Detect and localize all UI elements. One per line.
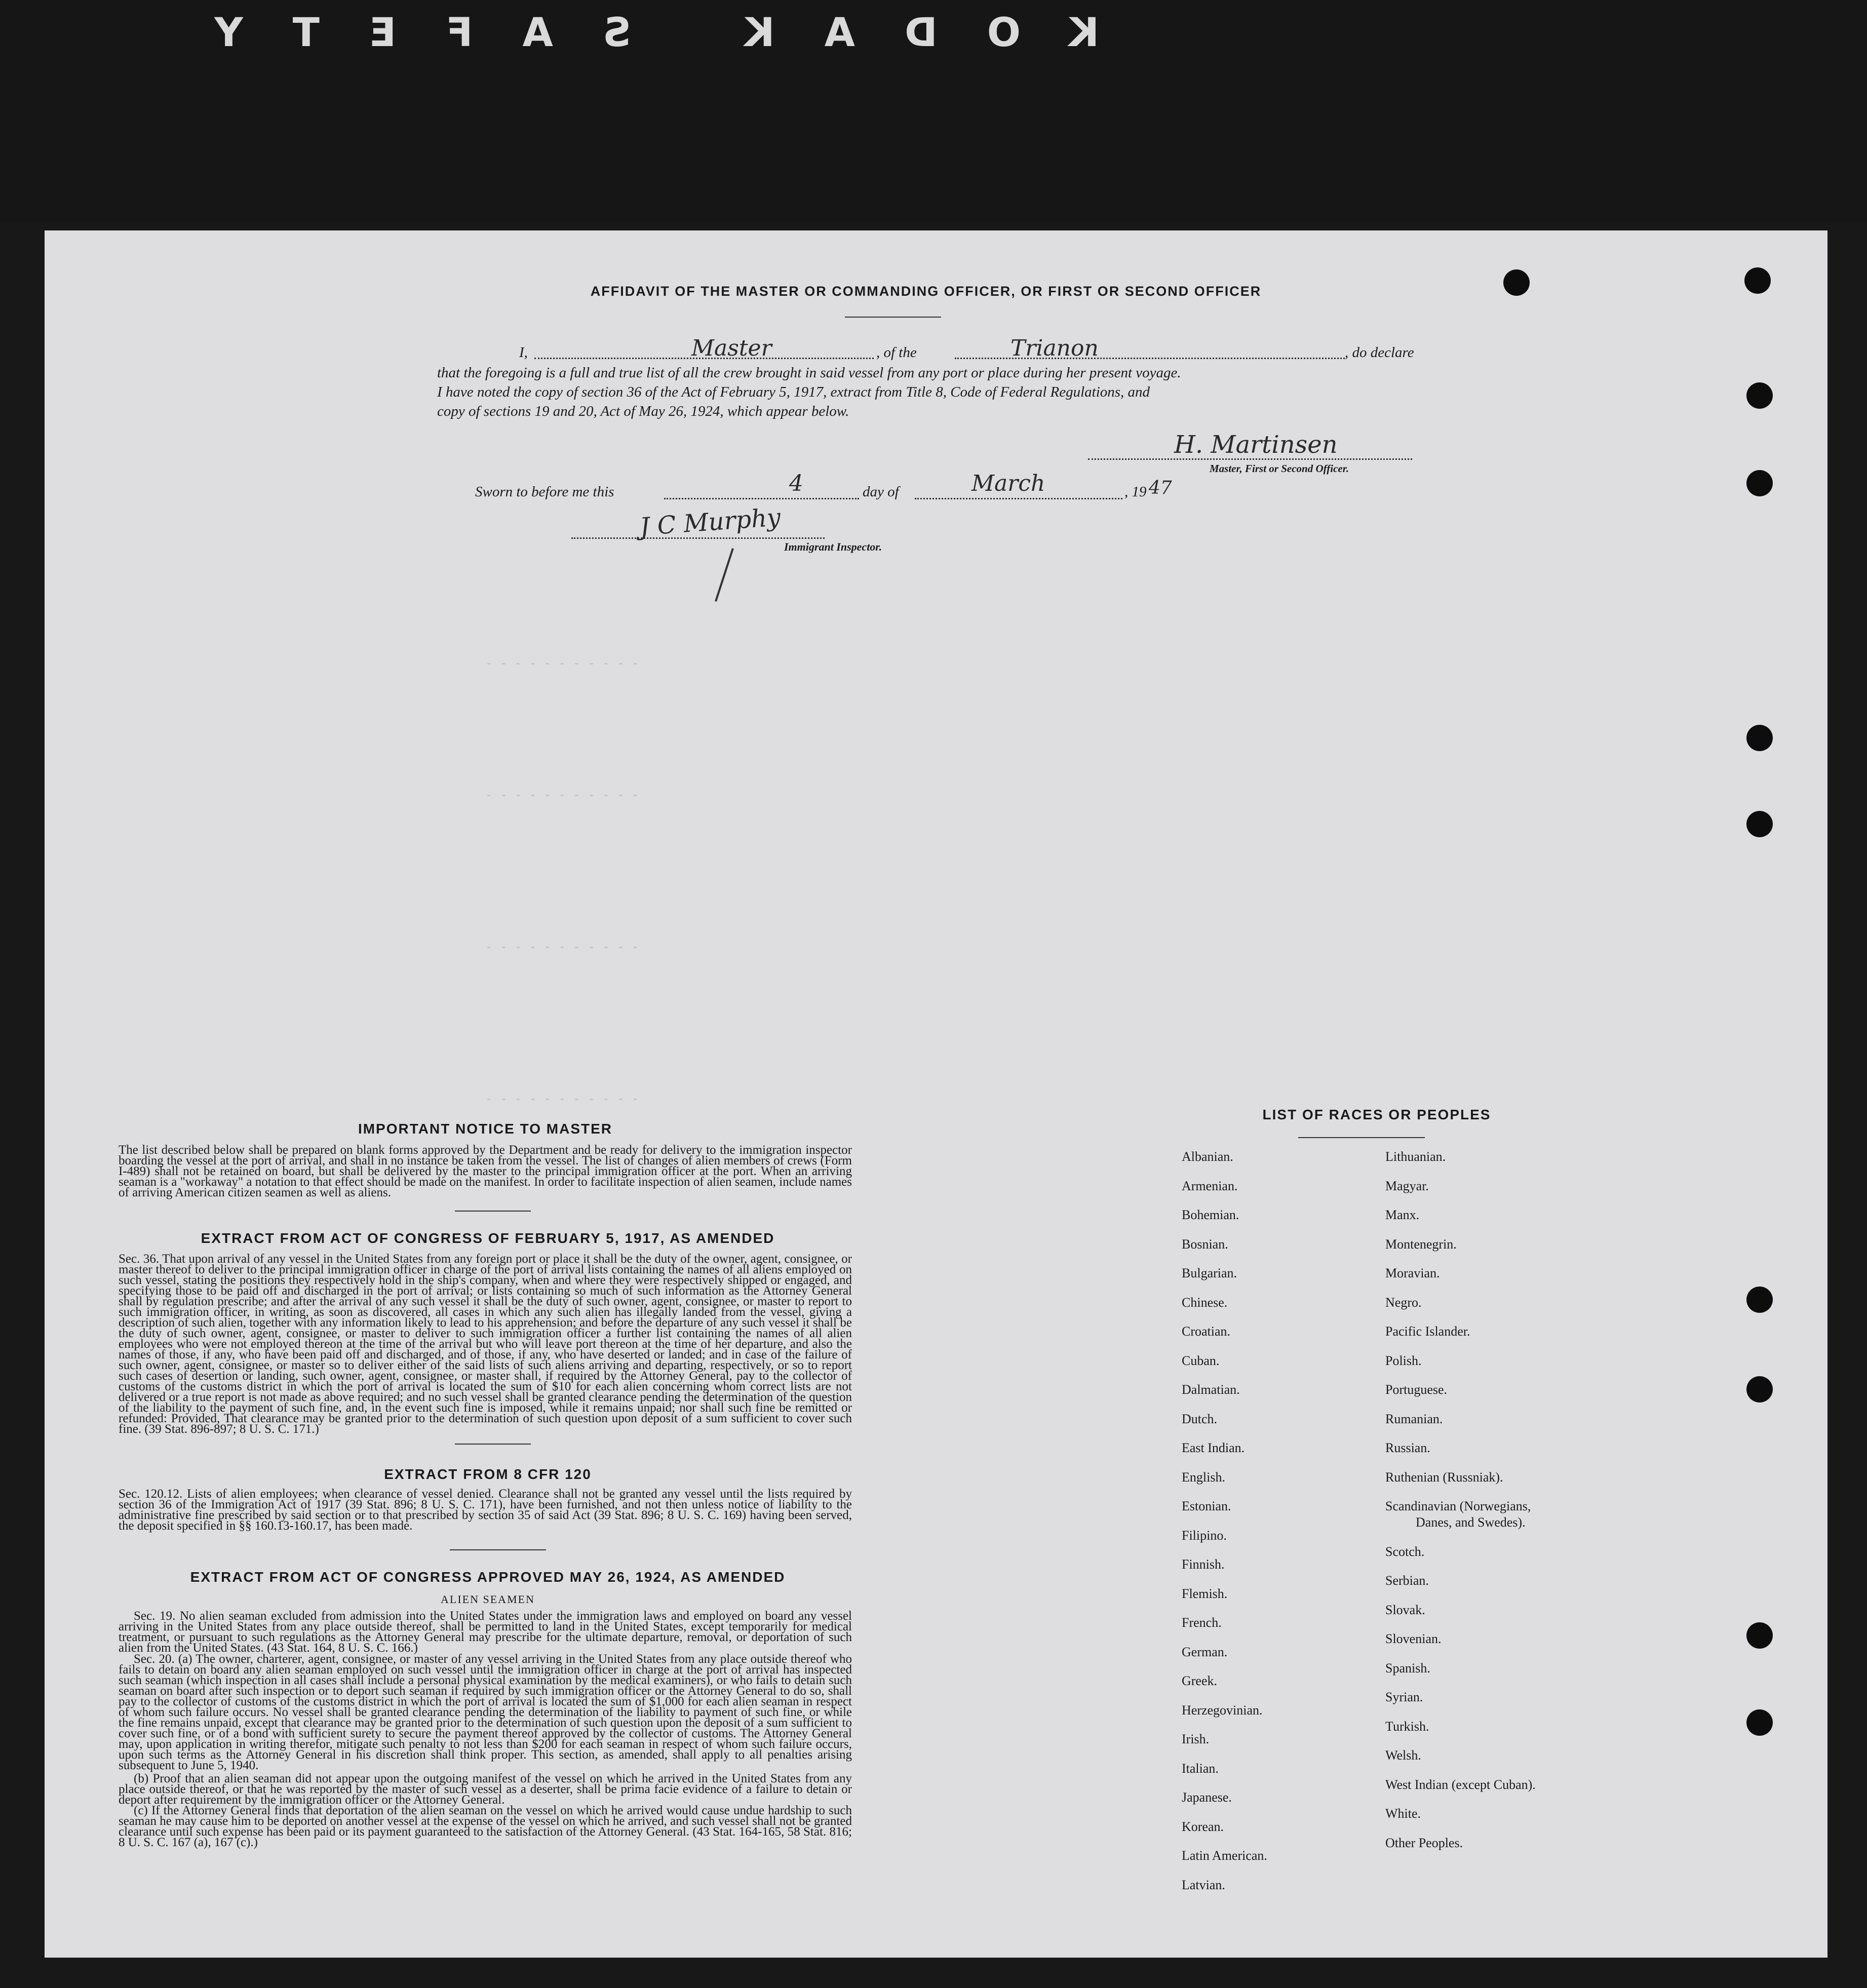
sworn-day-handwritten: 4 xyxy=(789,471,803,496)
race-item: Manx. xyxy=(1385,1207,1420,1222)
race-item: Dalmatian. xyxy=(1182,1382,1240,1397)
race-item: French. xyxy=(1182,1615,1222,1630)
extract-1924-sec19: Sec. 19. No alien seaman excluded from admission into the United States under the immigration laws and employed on board any vessel arriving in the United States from any place outside thereof, shall be permitted to land in the United States, except temporarily for medical treatment, or pursuant to such regulations as the Attorney General may prescribe for the ultimate departure, removal, or deportation of such alien from the United States. (43 Stat. 164, 8 U. S. C. 166.) xyxy=(119,1609,852,1655)
sworn-line xyxy=(475,471,1265,508)
sworn-label: Sworn to before me this xyxy=(475,484,614,500)
affidavit-line3: I have noted the copy of section 36 of the Act of February 5, 1917, extract from Title 8, Code of Federal Regulations, and xyxy=(437,384,1150,400)
race-item: East Indian. xyxy=(1182,1440,1245,1455)
bleed-through-text: - - - - - - - - - - - xyxy=(485,940,639,954)
extract-1924-title: EXTRACT FROM ACT OF CONGRESS APPROVED MAY 26, 1924, AS AMENDED xyxy=(190,1569,786,1585)
of-the-label: , of the xyxy=(876,344,917,361)
races-title: LIST OF RACES OR PEOPLES xyxy=(1262,1107,1491,1122)
race-item: Moravian. xyxy=(1385,1266,1440,1280)
race-item: White. xyxy=(1385,1806,1421,1821)
inspector-signature-stroke xyxy=(715,548,734,602)
film-edge-text: KODAK SAFETY xyxy=(165,10,1099,56)
race-item: Chinese. xyxy=(1182,1295,1228,1310)
inspector-signature-line xyxy=(571,537,825,539)
race-item: Pacific Islander. xyxy=(1385,1324,1470,1339)
race-item: Japanese. xyxy=(1182,1790,1232,1805)
race-item: Herzegovinian. xyxy=(1182,1702,1263,1718)
race-item: Slovenian. xyxy=(1385,1631,1442,1646)
bleed-through-text: - - - - - - - - - - - xyxy=(485,788,639,802)
divider xyxy=(455,1444,531,1445)
punch-hole xyxy=(1746,470,1773,496)
race-item: Korean. xyxy=(1182,1819,1224,1834)
punch-hole xyxy=(1746,1376,1773,1402)
extract-1917-title: EXTRACT FROM ACT OF CONGRESS OF FEBRUARY 5, 1917, AS AMENDED xyxy=(201,1230,775,1246)
punch-hole xyxy=(1746,1287,1773,1313)
race-item: Italian. xyxy=(1182,1761,1219,1776)
punch-hole xyxy=(1746,1709,1773,1736)
race-item: Polish. xyxy=(1385,1353,1422,1368)
master-signature: H. Martinsen xyxy=(1174,431,1338,459)
punch-hole xyxy=(1746,811,1773,837)
race-item: Portuguese. xyxy=(1385,1382,1448,1397)
race-item: Flemish. xyxy=(1182,1586,1228,1601)
affidavit-i: I, xyxy=(519,344,528,361)
divider xyxy=(1298,1137,1425,1138)
race-item: Finnish. xyxy=(1182,1557,1225,1572)
race-item: Danes, and Swedes). xyxy=(1416,1515,1526,1530)
affidavit-title: AFFIDAVIT OF THE MASTER OR COMMANDING OFFICER, OR FIRST OR SECOND OFFICER xyxy=(590,284,1262,299)
race-item: Turkish. xyxy=(1385,1719,1429,1734)
fill-line xyxy=(664,498,859,499)
punch-hole xyxy=(1744,267,1771,294)
race-item: Serbian. xyxy=(1385,1573,1429,1588)
divider xyxy=(455,1211,531,1212)
extract-1917-body: Sec. 36. That upon arrival of any vessel in the United States from any foreign port or place it shall be the duty of the owner, agent, consignee, or master thereof to deliver to the principal immigration officer in charge of the port of arrival lists containing the names of all aliens employed on such vessel, stating the positions they respectively hold in the ship's company, when and where they were respectively shipped or engaged, and specifying those to be paid off and discharged in the port of arrival; or lists containing so much of such information as the Attorney General shall by regulation prescribe; and after the arrival of any such vessel it shall be the duty of such owner, agent, consignee, or master to report to such immigration officer, in writing, as soon as discovered, all cases in which any such alien has illegally landed from the vessel, giving a description of such alien, together with any information likely to lead to his apprehension; and before the departure of any such vessel it shall be the duty of such owner, agent, consignee, or master to deliver to such immigration officer a further list containing the names of all alien employees who were not employed thereon at the time of the arrival but who will leave port thereon at the time of her departure, and also the names of those, if any, who have been paid off and discharged, and of those, if any, who have deserted or landed; and in case of the failure of such owner, agent, consignee, or master so to deliver either of the said lists of such aliens arriving and departing, respectively, or so to report such cases of desertion or landing, such owner, agent, consignee, or master shall, if required by the Attorney General, pay to the collector of customs of the customs district in which the port of arrival is located the sum of $10 for each alien concerning whom correct lists are not delivered or a true report is not made as above required; and no such vessel shall be granted clearance pending the determination of the question of the liability to the payment of such fine, and, in the event such fine is imposed, while it remains unpaid; nor shall such fine be remitted or refunded: Provided, That clearance may be granted prior to the determination of such question upon deposit of a sum sufficient to cover such fine. (39 Stat. 896-897; 8 U. S. C. 171.) xyxy=(119,1252,852,1436)
extract-1924-sec20b: (b) Proof that an alien seaman did not appear upon the outgoing manifest of the vessel on which he arrived in the United States from any place outside thereof, or that he was reported by the master of such vessel as a deserter, shall be prima facie evidence of a failure to detain or deport after requirement by the immigration officer or the Attorney General. xyxy=(119,1772,852,1807)
notice-body: The list described below shall be prepared on blank forms approved by the Department and be ready for delivery to the immigration inspector boarding the vessel at the port of arrival, and shall in no instance be taken from the vessel. The list of changes of alien members of crews (Form I-489) shall not be retained on board, but shall be delivered by the master to the principal immigration officer at the port. When an arriving seaman is a "workaway" a notation to that effect should be made on the manifest. In order to facilitate inspection of alien seamen, include names of arriving American citizen seamen as well as aliens. xyxy=(119,1143,852,1199)
race-item: Armenian. xyxy=(1182,1178,1238,1193)
inspector-signature: J C Murphy xyxy=(639,503,782,541)
race-item: Cuban. xyxy=(1182,1353,1220,1368)
race-item: Dutch. xyxy=(1182,1411,1218,1426)
race-item: English. xyxy=(1182,1469,1225,1485)
punch-hole xyxy=(1746,1622,1773,1649)
race-item: Scandinavian (Norwegians, xyxy=(1385,1499,1531,1513)
affidavit-line4: copy of sections 19 and 20, Act of May 26, 1924, which appear below. xyxy=(437,403,849,419)
race-item: Latvian. xyxy=(1182,1877,1225,1892)
signature-caption-text: Master, First or Second Officer. xyxy=(1210,462,1349,475)
race-item: Greek. xyxy=(1182,1673,1218,1688)
inspector-caption: Immigrant Inspector. xyxy=(784,540,882,553)
race-item: Rumanian. xyxy=(1385,1411,1443,1426)
affidavit-line1 xyxy=(474,335,1461,365)
race-item: German. xyxy=(1182,1644,1228,1659)
races-right-column xyxy=(1385,1142,1669,1857)
extract-cfr-title: EXTRACT FROM 8 CFR 120 xyxy=(384,1466,592,1482)
extract-1924-sec20c: (c) If the Attorney General finds that deportation of the alien seaman on the vessel on which he arrived would cause undue hardship to such seaman he may cause him to be deported on another vessel at the expense of the vessel on which he arrived, and such vessel shall not be granted clearance until such expense has been paid or its payment guaranteed to the satisfaction of the Attorney General. (43 Stat. 164-165, 58 Stat. 816; 8 U. S. C. 167 (a), 167 (c).) xyxy=(119,1804,852,1849)
declare-label: , do declare xyxy=(1345,344,1414,361)
race-item: Welsh. xyxy=(1385,1748,1421,1763)
race-item: Bohemian. xyxy=(1182,1207,1239,1222)
sworn-month-handwritten: March xyxy=(971,471,1045,496)
race-item: Russian. xyxy=(1385,1440,1430,1455)
race-item: Estonian. xyxy=(1182,1499,1231,1513)
race-item: Magyar. xyxy=(1385,1178,1429,1193)
punch-hole xyxy=(1503,269,1530,296)
race-item: Scotch. xyxy=(1385,1544,1425,1559)
notice-title: IMPORTANT NOTICE TO MASTER xyxy=(358,1121,613,1137)
race-item: Latin American. xyxy=(1182,1848,1267,1863)
punch-hole xyxy=(1746,382,1773,409)
bleed-through-text: - - - - - - - - - - - xyxy=(485,656,639,670)
bleed-through-text: - - - - - - - - - - - xyxy=(485,1092,639,1106)
race-item: Albanian. xyxy=(1182,1149,1233,1164)
day-of-label: day of xyxy=(863,484,899,500)
race-item: Filipino. xyxy=(1182,1528,1227,1543)
races-left-column xyxy=(1182,1142,1374,1899)
year-handwritten: 47 xyxy=(1149,478,1172,498)
extract-1924-sec20a: Sec. 20. (a) The owner, charterer, agent, consignee, or master of any vessel arriving in the United States from any place outside thereof who fails to detain on board any alien seaman employed on such vessel until the immigration officer in charge at the port of arrival has inspected such seaman (which inspection in all cases shall include a personal physical examination by the medical examiners), or who fails to detain such seaman on board after such inspection or to deport such seaman if required by such immigration officer or the Attorney General to do so, shall pay to the collector of customs of the customs district in which the port of arrival is located the sum of $1,000 for each alien seaman in respect of whom such failure occurs. No vessel shall be granted clearance pending the determination of the liability to payment of such fine, or while the fine remains unpaid, except that clearance may be granted prior to the determination of such question upon the deposit of a sum sufficient to cover such fine, or of a bond with sufficient surety to secure the payment thereof approved by the collector of customs. The Attorney General may, upon application in writing therefor, mitigate such penalty to not less than $200 for each seaman in respect of whom such failure occurs, upon such terms as the Attorney General in his discretion shall think proper. This section, as amended, shall apply to all penalties arising subsequent to June 5, 1940. xyxy=(119,1652,852,1772)
film-edge xyxy=(0,0,1867,223)
master-handwritten: Master xyxy=(691,335,772,361)
divider xyxy=(450,1549,546,1550)
race-item: Bulgarian. xyxy=(1182,1266,1237,1280)
race-item: Syrian. xyxy=(1385,1690,1423,1704)
race-item: Spanish. xyxy=(1385,1660,1430,1675)
race-item: Bosnian. xyxy=(1182,1236,1228,1252)
extract-cfr-body: Sec. 120.12. Lists of alien employees; when clearance of vessel denied. Clearance shall not be granted any vessel until the lists required by section 36 of the Immigration Act of 1917 (39 Stat. 896; 8 U. S. C. 171), have been furnished, and not then unless notice of liability to the administrative fine prescribed by said section or to that prescribed by section 35 of said Act (39 Stat. 896; 8 U. S. C. 169) having been served, the deposit specified in §§ 160.13-160.17, has been made. xyxy=(119,1487,852,1533)
race-item: Montenegrin. xyxy=(1385,1236,1457,1252)
signature-caption xyxy=(1210,462,1349,475)
race-item: West Indian (except Cuban). xyxy=(1385,1777,1536,1792)
document-page xyxy=(45,230,1827,1958)
vessel-name-handwritten: Trianon xyxy=(1010,335,1099,361)
divider xyxy=(845,317,941,318)
punch-hole xyxy=(1746,725,1773,751)
race-item: Other Peoples. xyxy=(1385,1835,1463,1850)
race-item: Negro. xyxy=(1385,1295,1422,1310)
race-item: Irish. xyxy=(1182,1732,1210,1746)
race-item: Ruthenian (Russniak). xyxy=(1385,1469,1503,1485)
extract-1924-subtitle: ALIEN SEAMEN xyxy=(441,1593,535,1606)
race-item: Lithuanian. xyxy=(1385,1149,1446,1164)
race-item: Croatian. xyxy=(1182,1324,1231,1339)
year-prefix: , 19 xyxy=(1124,484,1147,500)
affidavit-line2: that the foregoing is a full and true list of all the crew brought in said vessel from any port or place during her present voyage. xyxy=(437,365,1181,381)
race-item: Slovak. xyxy=(1385,1602,1425,1617)
fill-line xyxy=(915,498,1122,499)
